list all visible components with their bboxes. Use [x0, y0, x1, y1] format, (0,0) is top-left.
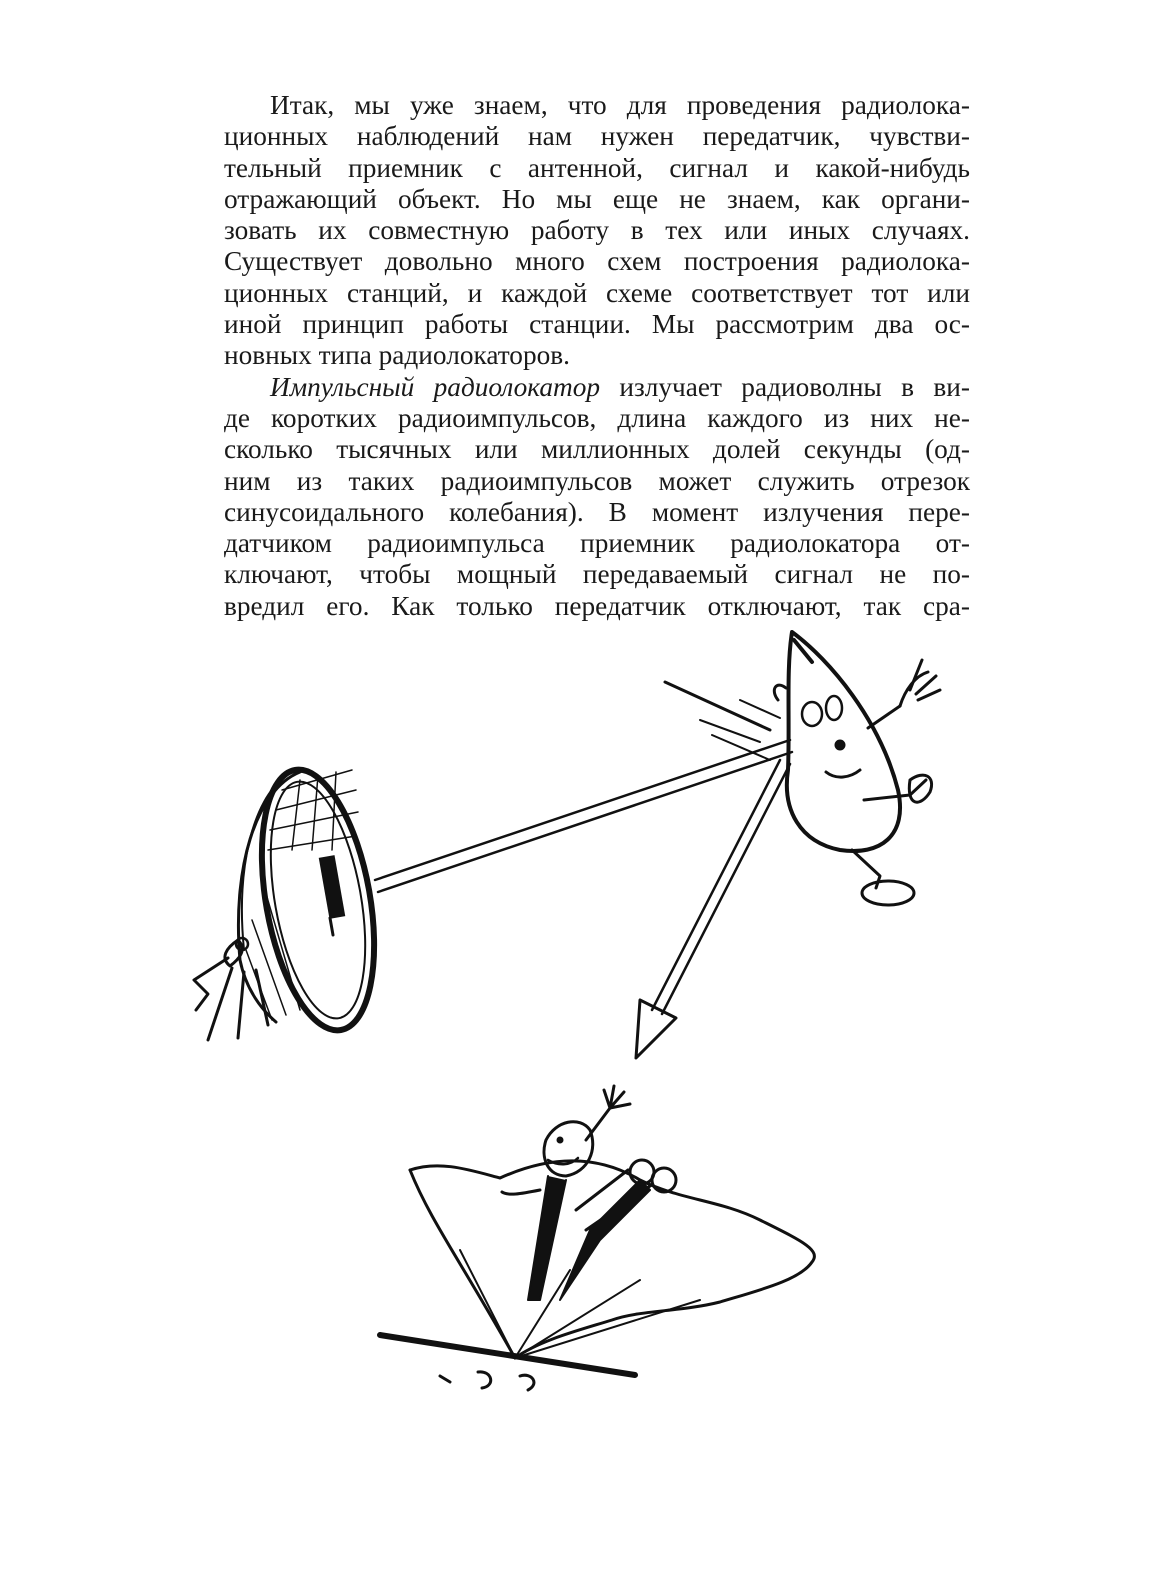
text-line: новных типа радиолокаторов. — [224, 340, 570, 371]
text-line: иной принцип работы станции. Мы рассмотрим два ос- — [224, 309, 970, 340]
radar-dish — [194, 761, 392, 1040]
text-fragment: излучает радиоволны в ви- — [600, 371, 970, 402]
text-line — [178, 372, 970, 403]
text-line: датчиком радиоимпульса приемник радиолокатора от- — [224, 528, 970, 559]
text-line: Итак, мы уже знаем, что для проведения радиолока- — [270, 90, 970, 120]
paragraph-2 — [178, 372, 970, 622]
paragraph-1 — [178, 90, 970, 372]
text-line: синусоидального колебания). В момент излучения пере- — [224, 496, 970, 527]
text-line: вредил его. Как только передатчик отключают, так сра- — [224, 590, 970, 621]
reflector-sheet — [410, 1161, 814, 1358]
text-line: Существует довольно много схем построения радиолока- — [224, 246, 970, 277]
target-character — [774, 632, 940, 905]
italic-term: Импульсный радиолокатор — [270, 371, 601, 402]
reflected-pulse-arrow — [636, 760, 790, 1058]
text-line: отражающий объект. Но мы еще не знаем, как органи- — [224, 183, 970, 214]
text-line: сколько тысячных или миллионных долей секунды (од- — [224, 434, 970, 465]
body-text — [178, 90, 970, 622]
text-line: ключают, чтобы мощный передаваемый сигнал не по- — [224, 559, 970, 590]
text-line: ционных наблюдений нам нужен передатчик, чувстви- — [224, 121, 970, 152]
text-line: ционных станций, и каждой схеме соответствует тот или — [224, 277, 970, 308]
text-line: зовать их совместную работу в тех или иных случаях. — [224, 215, 970, 246]
radar-beam — [375, 740, 792, 892]
radar-illustration — [0, 600, 1163, 1420]
text-line: ним из таких радиоимпульсов может служить отрезок — [224, 465, 970, 496]
text-line: тельный приемник с антенной, сигнал и какой-нибудь — [224, 152, 970, 183]
text-line: де коротких радиоимпульсов, длина каждого из них не- — [224, 402, 970, 433]
waving-character — [502, 1086, 676, 1300]
